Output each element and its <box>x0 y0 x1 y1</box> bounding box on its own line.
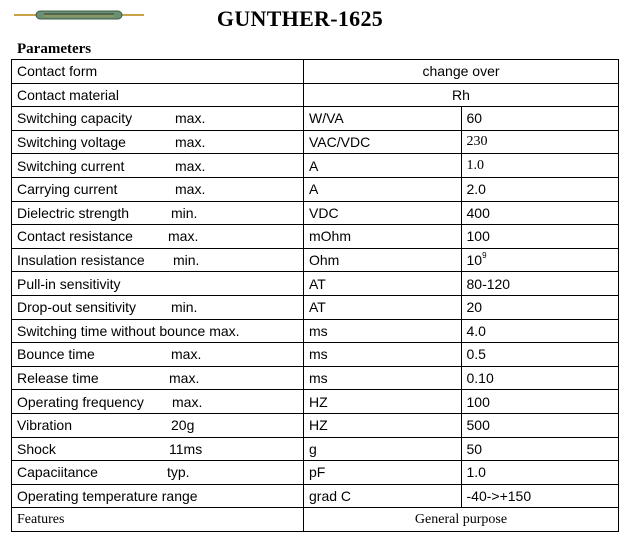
parameter-qualifier: max. <box>175 181 206 198</box>
parameter-qualifier: typ. <box>167 464 190 481</box>
parameter-qualifier: min. <box>171 204 198 221</box>
parameter-qualifier: max. <box>171 346 202 363</box>
parameter-qualifier: max. <box>175 134 206 151</box>
unit-cell: mOhm <box>304 225 462 249</box>
unit-cell: grad C <box>304 484 462 508</box>
unit-cell: VAC/VDC <box>304 130 462 154</box>
unit-cell: HZ <box>304 390 462 414</box>
table-row <box>12 201 619 225</box>
value-cell <box>461 272 619 296</box>
value-cell <box>461 437 619 461</box>
parameter-value-cell: General purpose <box>304 508 619 532</box>
table-row <box>12 413 619 437</box>
value-cell <box>461 154 619 178</box>
parameter-name-cell <box>12 130 304 154</box>
parameter-name-cell <box>12 83 304 107</box>
parameter-name-cell <box>12 508 304 532</box>
table-row <box>12 272 619 296</box>
parameter-name-cell <box>12 201 304 225</box>
parameter-qualifier: max. <box>169 370 200 387</box>
parameter-name-cell <box>12 107 304 131</box>
table-row <box>12 60 619 84</box>
table-row <box>12 130 619 154</box>
parameter-qualifier: max. <box>175 110 206 127</box>
parameter-name-cell <box>12 248 304 272</box>
parameter-name: Shock <box>17 440 56 457</box>
table-row <box>12 225 619 249</box>
parameter-name: Operating frequency <box>17 393 144 410</box>
parameter-name: Switching voltage <box>17 134 126 151</box>
parameter-name: Drop-out sensitivity <box>17 299 137 316</box>
parameter-value-cell: Rh <box>304 83 619 107</box>
parameter-name: Switching capacity <box>17 110 133 127</box>
table-row <box>12 107 619 131</box>
unit-cell: ms <box>304 343 462 367</box>
table-row <box>12 484 619 508</box>
value-cell <box>461 343 619 367</box>
parameter-qualifier: min. <box>171 299 198 316</box>
parameter-name-cell <box>12 461 304 485</box>
value-cell <box>461 248 619 272</box>
value-text: 100 <box>466 393 490 410</box>
table-row <box>12 319 619 343</box>
table-row <box>12 390 619 414</box>
value-text: 10 <box>466 252 483 269</box>
table-row <box>12 83 619 107</box>
unit-cell: ms <box>304 366 462 390</box>
unit-cell: pF <box>304 461 462 485</box>
page-title: GUNTHER-1625 <box>216 6 384 31</box>
parameter-name: Contact material <box>17 86 119 103</box>
value-text: 230 <box>466 134 488 150</box>
parameter-name-cell <box>12 413 304 437</box>
parameter-name-cell <box>12 225 304 249</box>
parameter-name: Switching time without bounce max. <box>17 322 240 339</box>
unit-cell: HZ <box>304 413 462 437</box>
value-cell <box>461 484 619 508</box>
value-cell <box>461 390 619 414</box>
unit-cell: A <box>304 177 462 201</box>
parameter-name: Operating temperature range <box>17 487 198 504</box>
parameter-name: Vibration <box>17 417 73 434</box>
value-cell <box>461 366 619 390</box>
value-cell <box>461 413 619 437</box>
value-cell <box>461 319 619 343</box>
value-text: 80-120 <box>466 275 511 292</box>
value-exponent: 9 <box>482 251 487 261</box>
value-cell <box>461 225 619 249</box>
parameter-name-cell <box>12 177 304 201</box>
unit-cell: A <box>304 154 462 178</box>
parameter-qualifier: 11ms <box>169 440 203 457</box>
parameter-name: Capaciitance <box>17 464 98 481</box>
unit-cell: VDC <box>304 201 462 225</box>
value-cell <box>461 177 619 201</box>
parameter-name-cell <box>12 484 304 508</box>
parameter-value-cell: change over <box>304 60 619 84</box>
value-text: 0.10 <box>466 370 494 387</box>
parameter-name: Release time <box>17 370 99 387</box>
parameter-name: Bounce time <box>17 346 95 363</box>
table-row <box>12 508 619 532</box>
value-cell <box>461 107 619 131</box>
parameter-name: Contact form <box>17 63 98 80</box>
table-row <box>12 366 619 390</box>
parameter-name: Dielectric strength <box>17 204 130 221</box>
value-text: 1.0 <box>466 157 484 173</box>
parameter-name-cell <box>12 343 304 367</box>
parameter-name-cell <box>12 366 304 390</box>
parameter-name: Contact resistance <box>17 228 133 245</box>
parameter-name-cell <box>12 437 304 461</box>
parameter-qualifier: max. <box>168 228 199 245</box>
unit-cell: ms <box>304 319 462 343</box>
table-row <box>12 154 619 178</box>
parameters-table <box>11 59 619 532</box>
value-cell <box>461 295 619 319</box>
value-text: 400 <box>466 204 490 221</box>
parameter-name: Insulation resistance <box>17 252 145 269</box>
value-text: 50 <box>466 440 483 457</box>
table-row <box>12 248 619 272</box>
table-row <box>12 461 619 485</box>
parameter-name-cell <box>12 295 304 319</box>
value-cell <box>461 130 619 154</box>
table-row <box>12 295 619 319</box>
parameter-qualifier: 20g <box>171 417 195 434</box>
value-text: 2.0 <box>466 181 486 198</box>
unit-cell: AT <box>304 272 462 296</box>
value-cell <box>461 461 619 485</box>
parameter-name-cell <box>12 272 304 296</box>
unit-cell: W/VA <box>304 107 462 131</box>
unit-cell: g <box>304 437 462 461</box>
value-text: 1.0 <box>466 464 486 481</box>
table-row <box>12 343 619 367</box>
value-text: 100 <box>466 228 490 245</box>
value-text: 0.5 <box>466 346 486 363</box>
parameter-name: Pull-in sensitivity <box>17 275 121 292</box>
parameter-name-cell <box>12 319 304 343</box>
unit-cell: Ohm <box>304 248 462 272</box>
value-text: 60 <box>466 110 483 127</box>
value-text: -40->+150 <box>466 487 532 504</box>
parameter-qualifier: max. <box>175 157 206 174</box>
value-cell <box>461 201 619 225</box>
value-text: 500 <box>466 417 490 434</box>
parameter-qualifier: min. <box>173 252 200 269</box>
unit-cell: AT <box>304 295 462 319</box>
parameter-name: Features <box>17 511 65 527</box>
table-row <box>12 437 619 461</box>
value-text: 4.0 <box>466 322 486 339</box>
parameter-name-cell <box>12 60 304 84</box>
parameter-name-cell <box>12 154 304 178</box>
parameter-name-cell <box>12 390 304 414</box>
parameter-name: Switching current <box>17 157 125 174</box>
value-text: 20 <box>466 299 483 316</box>
parameter-name: Carrying current <box>17 181 118 198</box>
parameter-qualifier: max. <box>172 393 203 410</box>
section-heading: Parameters <box>17 41 92 57</box>
table-row <box>12 177 619 201</box>
